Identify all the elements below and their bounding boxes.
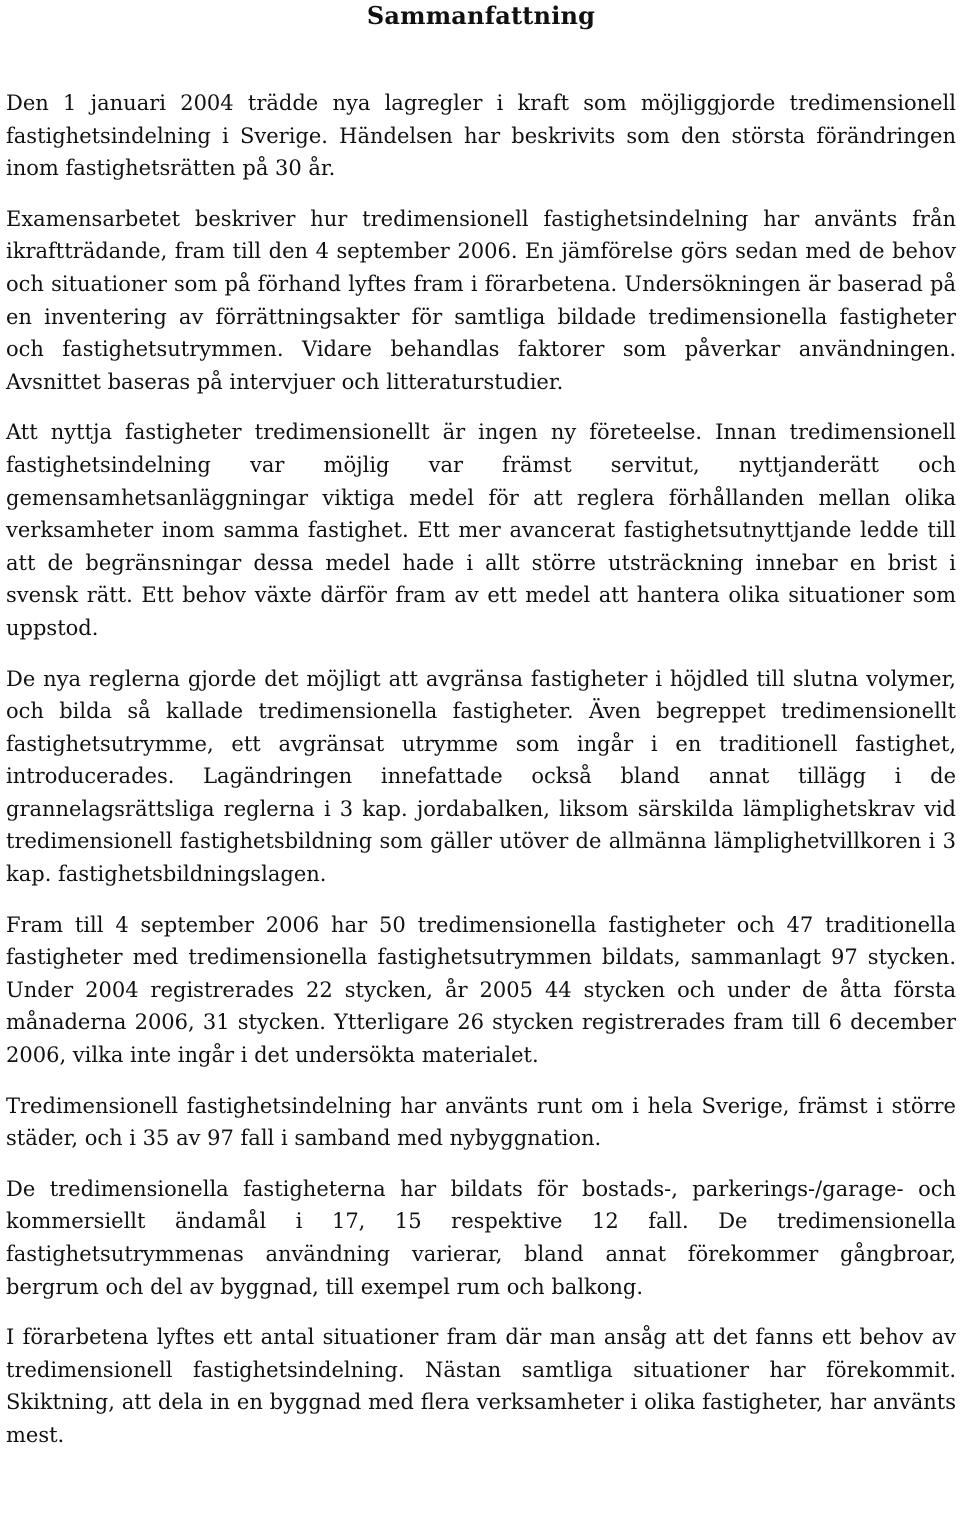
paragraph-7: De tredimensionella fastigheterna har bildats för bostads-, parkerings-/garage- och kommersiellt ändamål i 17, 15 respektive 12 fall. De tredimensionella fastighetsutrymmenas användning varierar, bland annat förekommer gångbroar, bergrum och del av byggnad, till exempel rum och balkong. [6, 1176, 956, 1299]
paragraph-4: De nya reglerna gjorde det möjligt att avgränsa fastigheter i höjdled till slutna volymer, och bilda så kallade tredimensionella fastigheter. Även begreppet tredimensionellt fastighetsutrymme, ett avgränsat utrymme som ingår i en traditionell fastighet, introducerades. Lagändringen innefattade också bland annat tillägg i de grannelagsrättsliga reglerna i 3 kap. jordabalken, liksom särskilda lämplighetskrav vid tredimensionell fastighetsbildning som gäller utöver de allmänna lämplighetvillkoren i 3 kap. fastighetsbildningslagen. [6, 666, 956, 887]
paragraph-1: Den 1 januari 2004 trädde nya lagregler i kraft som möjliggjorde tredimensionell fastighetsindelning i Sverige. Händelsen har beskrivits som den största förändringen inom fastighetsrätten på 30 år. [6, 91, 956, 181]
paragraph-3: Att nyttja fastigheter tredimensionellt är ingen ny företeelse. Innan tredimensionell fastighetsindelning var möjlig var främst servitut, nyttjanderätt och gemensamhetsanläggningar viktiga medel för att reglera förhållanden mellan olika verksamheter inom samma fastighet. Ett mer avancerat fastighetsutnyttjande ledde till att de begränsningar dessa medel hade i allt större utsträckning innebar en brist i svensk rätt. Ett behov växte därför fram av ett medel att hantera olika situationer som uppstod. [6, 420, 956, 640]
document-page [6, 0, 956, 1452]
paragraph-8: I förarbetena lyftes ett antal situationer fram där man ansåg att det fanns ett behov av tredimensionell fastighetsindelning. Nästan samtliga situationer har förekommit. Skiktning, att dela in en byggnad med flera verksamheter i olika fastigheter, har använts mest. [6, 1325, 956, 1447]
paragraph-6: Tredimensionell fastighetsindelning har använts runt om i hela Sverige, främst i större städer, och i 35 av 97 fall i samband med nybyggnation. [6, 1093, 956, 1151]
paragraph-5: Fram till 4 september 2006 har 50 tredimensionella fastigheter och 47 traditionella fastigheter med tredimensionella fastighetsutrymmen bildats, sammanlagt 97 stycken. Under 2004 registrerades 22 stycken, år 2005 44 stycken och under de åtta första månaderna 2006, 31 stycken. Ytterligare 26 stycken registrerades fram till 6 december 2006, vilka inte ingår i det undersökta materialet. [6, 912, 956, 1068]
page-title: Sammanfattning [366, 1, 596, 30]
paragraph-2: Examensarbetet beskriver hur tredimensionell fastighetsindelning har använts från ikraftträdande, fram till den 4 september 2006. En jämförelse görs sedan med de behov och situationer som på förhand lyftes fram i förarbetena. Undersökningen är baserad på en inventering av förrättningsakter för samtliga bildade tredimensionella fastigheter och fastighetsutrymmen. Vidare behandlas faktorer som påverkar användningen. Avsnittet baseras på intervjuer och litteraturstudier. [6, 206, 956, 394]
